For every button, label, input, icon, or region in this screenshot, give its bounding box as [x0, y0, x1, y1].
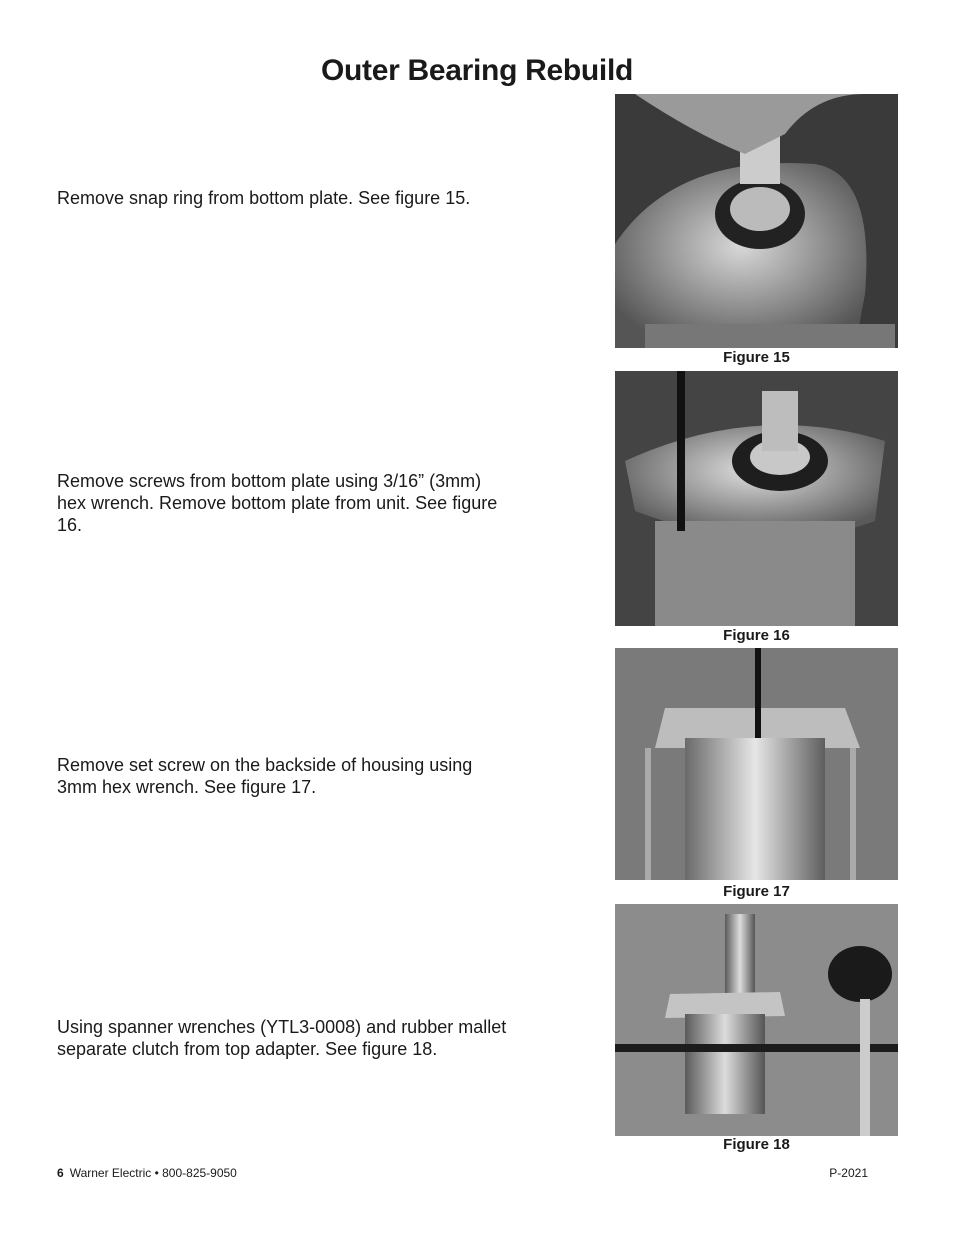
- figure-15-caption: Figure 15: [723, 349, 790, 366]
- step-3-text: Remove set screw on the backside of housing using 3mm hex wrench. See figure 17.: [57, 755, 473, 797]
- page-number: 6: [57, 1166, 64, 1180]
- figure-17-caption: Figure 17: [723, 883, 790, 900]
- figure-16-photo: [615, 371, 898, 626]
- footer-left: [57, 1166, 237, 1180]
- page-title: Outer Bearing Rebuild: [320, 54, 634, 87]
- figure-16-caption: Figure 16: [723, 627, 790, 644]
- figure-18-caption: Figure 18: [723, 1136, 790, 1153]
- step-1-text: Remove snap ring from bottom plate. See figure 15.: [57, 188, 471, 208]
- doc-code: P-2021: [829, 1166, 868, 1180]
- figure-15-photo: [615, 94, 898, 348]
- company-contact: Warner Electric • 800-825-9050: [69, 1166, 237, 1180]
- step-4-text: Using spanner wrenches (YTL3-0008) and rubber mallet separate clutch from top adapter. See figure 18.: [57, 1017, 507, 1059]
- figure-17-photo: [615, 648, 898, 880]
- step-2-text: Remove screws from bottom plate using 3/16” (3mm) hex wrench. Remove bottom plate from unit. See figure 16.: [57, 471, 498, 535]
- figure-18-photo: [615, 904, 898, 1136]
